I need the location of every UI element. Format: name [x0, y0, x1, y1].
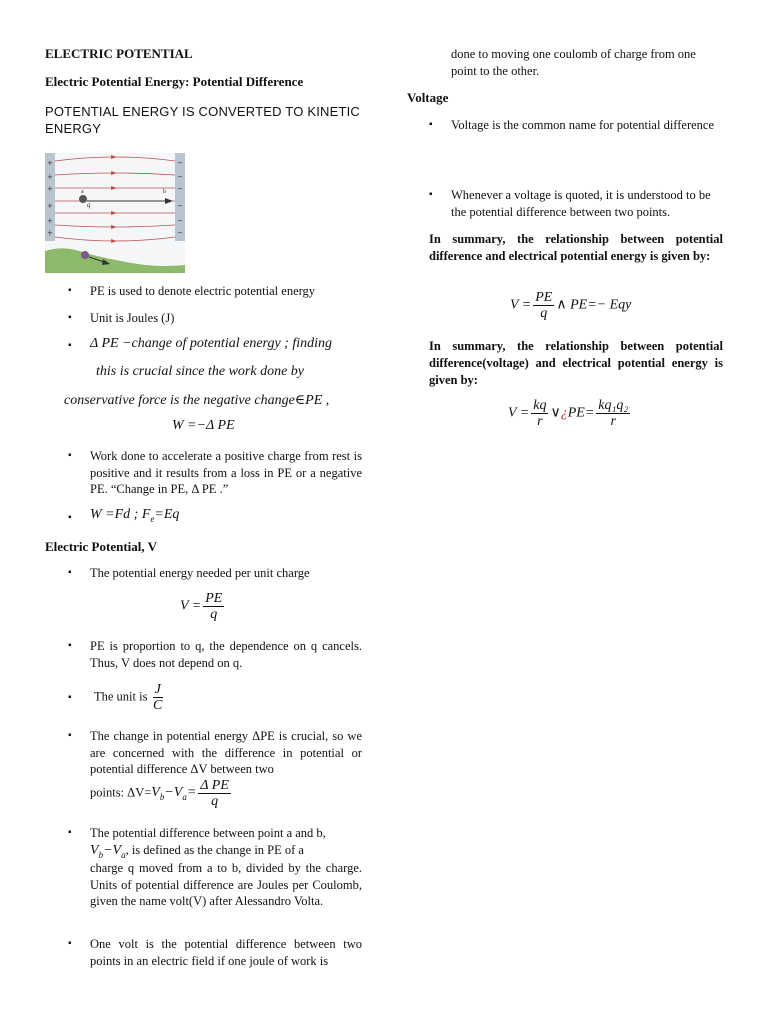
svg-text:−: −	[177, 185, 183, 193]
delta-pe-line1: Δ PE −change of potential energy ; finding	[90, 336, 333, 351]
change-in-pe-bullet: The change in potential energy ΔPE is crucial, so we are concerned with the difference in potential or potential difference ΔV between two	[90, 729, 362, 776]
one-volt-bullet: One volt is the potential difference between two points in an electric field if one joule of work is	[90, 937, 362, 968]
pd-definition-rest: charge q moved from a to b, divided by the charge. Units of potential difference are Joules per Coulomb, given the name volt(V) after Alessandro Volta.	[90, 861, 362, 908]
summary-1: In summary, the relationship between potential difference and electrical potential energy is given by:	[429, 232, 723, 263]
ball	[81, 251, 89, 259]
svg-text:−: −	[177, 173, 183, 181]
svg-text:−: −	[177, 217, 183, 225]
summary-1-equation: V = $\frac{PE}{q}$ ∧ PE=− Eqy	[510, 290, 632, 321]
work-done-bullet: Work done to accelerate a positive charge from rest is positive and it results from a loss in PE or a negative PE. “Change in PE, Δ PE .”	[90, 449, 362, 496]
charge-label: q	[87, 201, 91, 209]
voltage-heading: Voltage	[407, 90, 449, 105]
summary-2: In summary, the relationship between potential difference(voltage) and electrical potential energy is given by:	[429, 339, 723, 387]
page-title: ELECTRIC POTENTIAL	[45, 46, 193, 61]
svg-text:−: −	[177, 229, 183, 237]
point-b-label: b	[163, 189, 166, 195]
caps-heading: POTENTIAL ENERGY IS CONVERTED TO KINETIC ENERGY	[45, 104, 361, 136]
voltage-bullet-common-name: Voltage is the common name for potential difference	[451, 118, 714, 132]
svg-text:−: −	[177, 202, 183, 210]
summary-2-equation: V = $\frac{kq}{r}$ ∨¿PE= $\frac{\text{kq₁q₂}}{r}$	[508, 398, 629, 429]
one-volt-continued: done to moving one coulomb of charge from one point to the other.	[451, 47, 696, 78]
v-equals-pe-over-q: V = $\frac{PE}{q}$	[180, 591, 223, 622]
work-equation: W =−Δ PE	[172, 418, 235, 433]
electric-field-figure	[45, 153, 185, 273]
svg-text:+: +	[47, 159, 53, 167]
voltage-bullet-quoted: Whenever a voltage is quoted, it is understood to be the potential difference between two points.	[451, 188, 711, 219]
pd-definition-line2: $V_b-V_a$, is defined as the change in PE of a	[90, 843, 304, 860]
bullet-unit-joules: Unit is Joules (J)	[90, 311, 175, 325]
svg-text:+: +	[47, 173, 53, 181]
section-subtitle: Electric Potential Energy: Potential Difference	[45, 74, 304, 89]
svg-text:+: +	[47, 229, 53, 237]
svg-text:+: +	[47, 217, 53, 225]
unit-j-over-c: The unit is $\frac{J}{C}$	[94, 682, 163, 713]
svg-text:+: +	[47, 185, 53, 193]
bullet-pe-denote: PE is used to denote electric potential energy	[90, 284, 316, 298]
charge-particle	[79, 195, 87, 203]
svg-text:+: +	[47, 202, 53, 210]
ep-bullet-proportion: PE is proportion to q, the dependence on q cancels. Thus, V does not depend on q.	[90, 639, 362, 670]
delta-pe-line2: this is crucial since the work done by	[96, 364, 305, 379]
ep-bullet-unit-charge: The potential energy needed per unit charge	[90, 566, 310, 580]
pd-definition-line1: The potential difference between point a and b,	[90, 826, 326, 840]
electric-potential-heading: Electric Potential, V	[45, 539, 158, 554]
potential-difference-equation: points: $\Delta V=V_b-V_a=$ $\frac{\text{Δ PE}}{q}$	[90, 778, 229, 809]
point-a-label: a	[81, 189, 84, 195]
delta-pe-line3: conservative force is the negative change∈PE ,	[64, 393, 330, 408]
fd-equation: W =Fd ; $F_e=Eq$	[90, 507, 180, 524]
svg-text:−: −	[177, 159, 183, 167]
